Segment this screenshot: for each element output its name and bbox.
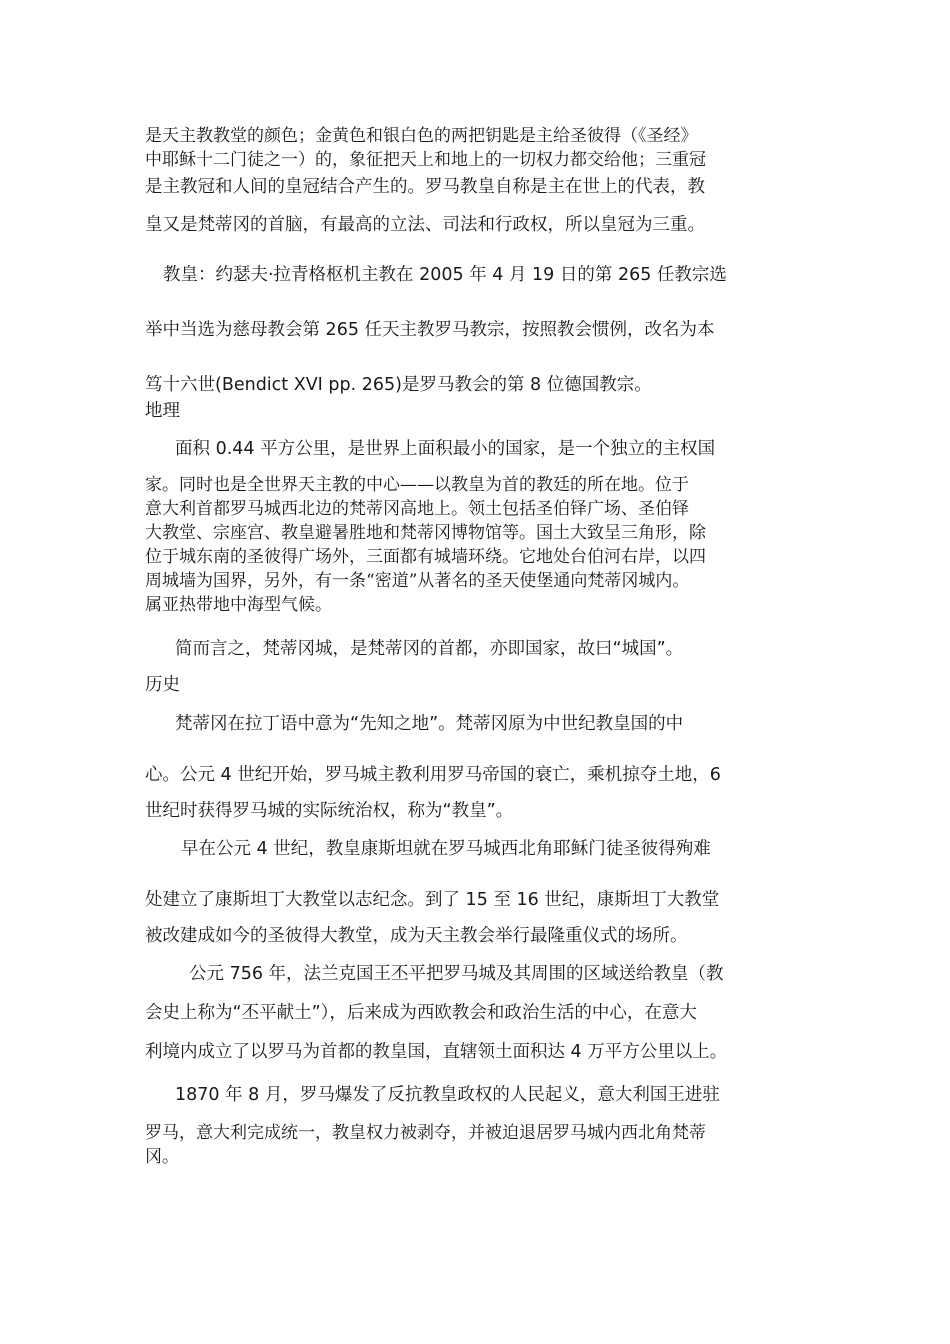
text-line: 位于城东南的圣彼得广场外，三面都有城墙环绕。它地处台伯河右岸，以四 (145, 547, 706, 567)
text-line: 冈。 (145, 1147, 179, 1167)
pope-paragraph (145, 248, 813, 413)
geography-paragraph (145, 432, 813, 466)
text-line: 家。同时也是全世界天主教的中心——以教皇为首的教廷的所在地。位于 (145, 475, 689, 495)
text-line: 公元 756 年，法兰克国王丕平把罗马城及其周围的区域送给教皇（教 (189, 964, 724, 984)
history-paragraph-4 (145, 1077, 813, 1113)
text-line: 是天主教教堂的颜色；金黄色和银白色的两把钥匙是主给圣彼得（《圣经》 (145, 126, 698, 146)
text-line: 心。公元 4 世纪开始，罗马城主教利用罗马帝国的衰亡，乘机掠夺土地，6 (145, 765, 721, 785)
text-line: 意大利首都罗马城西北边的梵蒂冈高地上。领土包括圣伯铎广场、圣伯铎 (145, 499, 689, 519)
history-paragraph-1 (145, 705, 813, 829)
text-line: 教皇：约瑟夫·拉青格枢机主教在 2005 年 4 月 19 日的第 265 任教宗选 (163, 265, 727, 285)
text-line: 会史上称为“丕平献土”），后来成为西欧教会和政治生活的中心，在意大 (145, 1003, 697, 1023)
history-paragraph-3 (145, 955, 813, 1072)
text-line: 早在公元 4 世纪，教皇康斯坦就在罗马城西北角耶稣门徒圣彼得殉难 (181, 839, 711, 859)
text-line: 简而言之，梵蒂冈城，是梵蒂冈的首都，亦即国家，故曰“城国”。 (175, 639, 684, 659)
heading-history: 历史 (145, 675, 180, 695)
text-line: 周城墙为国界，另外，有一条“密道”从著名的圣天使堡通向梵蒂冈城内。 (145, 571, 690, 591)
history-paragraph-2 (145, 830, 813, 954)
text-line: 罗马，意大利完成统一，教皇权力被剥夺，并被迫退居罗马城内西北角梵蒂 (145, 1123, 706, 1143)
history-paragraph-4-cont (145, 1121, 813, 1169)
geography-summary (145, 632, 813, 666)
heading-geography: 地理 (145, 401, 180, 421)
text-line: 笃十六世(Bendict XVI pp. 265)是罗马教会的第 8 位德国教宗。 (145, 375, 652, 395)
text-line: 被改建成如今的圣彼得大教堂，成为天主教会举行最隆重仪式的场所。 (145, 926, 688, 946)
text-line: 梵蒂冈在拉丁语中意为“先知之地”。梵蒂冈原为中世纪教皇国的中 (175, 714, 684, 734)
text-line: 举中当选为慈母教会第 265 任天主教罗马教宗，按照教会惯例，改名为本 (145, 320, 715, 340)
text-line: 面积 0.44 平方公里，是世界上面积最小的国家，是一个独立的主权国 (175, 439, 716, 459)
text-line: 是主教冠和人间的皇冠结合产生的。罗马教皇自称是主在世上的代表，教 (145, 177, 705, 197)
emblem-paragraph-cont (145, 172, 813, 242)
text-line: 属亚热带地中海型气候。 (145, 595, 332, 615)
text-line: 处建立了康斯坦丁大教堂以志纪念。到了 15 至 16 世纪，康斯坦丁大教堂 (145, 890, 720, 910)
text-line: 利境内成立了以罗马为首都的教皇国，直辖领土面积达 4 万平方公里以上。 (145, 1042, 728, 1062)
text-line: 中耶稣十二门徒之一）的，象征把天上和地上的一切权力都交给他；三重冠 (145, 150, 706, 170)
text-line: 世纪时获得罗马城的实际统治权，称为“教皇”。 (145, 801, 514, 821)
geography-paragraph-cont (145, 473, 813, 617)
text-line: 皇又是梵蒂冈的首脑，有最高的立法、司法和行政权，所以皇冠为三重。 (145, 215, 705, 235)
emblem-paragraph (145, 124, 813, 172)
text-line: 1870 年 8 月，罗马爆发了反抗教皇政权的人民起义，意大利国王进驻 (175, 1085, 720, 1105)
text-line: 大教堂、宗座宫、教皇避暑胜地和梵蒂冈博物馆等。国土大致呈三角形，除 (145, 523, 706, 543)
